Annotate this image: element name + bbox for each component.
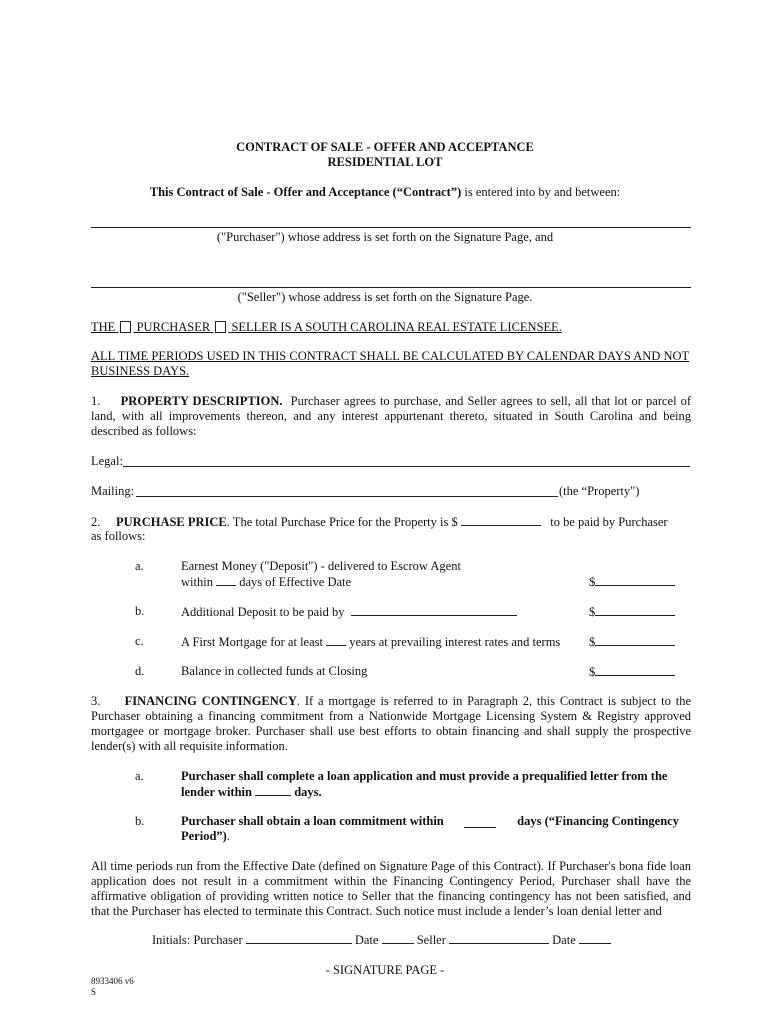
price-item-c-text-post: years at prevailing interest rates and terms — [349, 635, 561, 649]
price-item-d-amount — [589, 664, 679, 680]
price-item-a-line-2 — [181, 574, 351, 590]
seller-initials-blank[interactable] — [449, 932, 549, 944]
price-item-b-label: b. — [135, 604, 145, 618]
intro-rest: is entered into by and between: — [461, 185, 621, 199]
initials-purchaser-label: Initials: Purchaser — [152, 933, 243, 947]
price-item-c-label: c. — [135, 634, 144, 648]
balance-amount-blank[interactable] — [595, 664, 675, 676]
earnest-days-blank[interactable] — [216, 574, 236, 586]
price-item-c-text-pre: A First Mortgage for at least — [181, 635, 323, 649]
price-item-a-dollar: $ — [589, 575, 596, 589]
financing-item-b-line-1 — [181, 814, 679, 829]
purchaser-initials-blank[interactable] — [246, 932, 352, 944]
price-item-c-line — [181, 634, 560, 650]
financing-item-a-line-2 — [181, 784, 322, 800]
initials-seller-label: Seller — [416, 933, 446, 947]
price-item-b-amount — [589, 604, 679, 620]
licensee-seller-text: SELLER IS A SOUTH CAROLINA REAL ESTATE LICENSEE. — [231, 320, 562, 334]
prequal-days-blank[interactable] — [255, 784, 291, 796]
title-line-1: CONTRACT OF SALE - OFFER AND ACCEPTANCE — [236, 140, 534, 154]
financing-item-b-label: b. — [135, 814, 145, 828]
price-item-d-dollar: $ — [589, 665, 596, 679]
financing-item-a-label: a. — [135, 769, 144, 783]
section-1-heading: PROPERTY DESCRIPTION. — [120, 394, 283, 408]
mortgage-years-blank[interactable] — [326, 634, 346, 646]
document-id: 8933406 v6 — [91, 976, 134, 986]
price-item-c-amount — [589, 634, 679, 650]
price-item-b-dollar: $ — [589, 605, 596, 619]
mortgage-amount-blank[interactable] — [595, 634, 675, 646]
purchaser-name-blank[interactable] — [91, 227, 691, 228]
price-item-a-label: a. — [135, 559, 144, 573]
initials-line — [152, 932, 611, 948]
initials-date-1-label: Date — [354, 933, 379, 947]
signature-page-footer: - SIGNATURE PAGE - — [325, 963, 445, 977]
financing-item-a-days: days. — [294, 785, 322, 799]
licensee-line — [91, 320, 562, 335]
price-item-a-days: days of Effective Date — [239, 575, 352, 589]
purchaser-date-blank[interactable] — [382, 932, 414, 944]
price-item-b-line — [181, 604, 517, 620]
financing-item-a-line-1: Purchaser shall complete a loan application and must provide a prequalified letter from the — [181, 769, 668, 783]
financing-item-b-text-post: days (“Financing Contingency — [517, 814, 679, 828]
financing-item-b-period: Period”) — [181, 829, 227, 843]
price-item-c-dollar: $ — [589, 635, 596, 649]
legal-label: Legal: — [91, 454, 123, 468]
price-item-d-label: d. — [135, 664, 145, 678]
financing-item-b-text-pre: Purchaser shall obtain a loan commitment within — [181, 814, 444, 828]
price-item-b-text: Additional Deposit to be paid by — [181, 605, 345, 619]
earnest-amount-blank[interactable] — [595, 574, 675, 586]
seller-line: ("Seller") whose address is set forth on the Signature Page. — [237, 290, 533, 304]
document-letter: S — [91, 987, 97, 997]
section-2-line-2: as follows: — [91, 529, 146, 543]
section-3-heading: FINANCING CONTINGENCY — [124, 694, 297, 708]
title-line-2: RESIDENTIAL LOT — [327, 155, 443, 169]
purchaser-licensee-checkbox[interactable] — [120, 321, 131, 333]
price-item-a-line-1: Earnest Money ("Deposit") - delivered to Escrow Agent — [181, 559, 461, 573]
legal-description-blank[interactable] — [123, 466, 690, 467]
financing-item-b-period-end: . — [226, 829, 230, 843]
additional-deposit-amount-blank[interactable] — [595, 604, 675, 616]
mailing-address-blank[interactable] — [136, 496, 558, 497]
licensee-the: THE — [91, 320, 116, 334]
additional-deposit-payer-blank[interactable] — [351, 604, 517, 616]
licensee-purchaser: PURCHASER — [136, 320, 211, 334]
section-1 — [91, 394, 691, 439]
section-3-text: . If a mortgage is referred to in Paragraph 2, this Contract is subject to the Purchaser obtaining a financing commitment from a Nationwide Mortgage Licensing System & Registry approved mortgagee or mortgage broker. Purchaser shall use best efforts to obtain financing and shall supply the prospective lender(s) with all requisite information. — [91, 694, 692, 753]
section-2-text-b: to be paid by Purchaser — [550, 515, 668, 529]
section-2-line-1 — [91, 514, 668, 530]
section-3 — [91, 694, 691, 754]
time-periods-notice: ALL TIME PERIODS USED IN THIS CONTRACT SHALL BE CALCULATED BY CALENDAR DAYS AND NOT BUSINESS DAYS. — [91, 349, 690, 378]
financing-item-b-line-2 — [181, 829, 230, 844]
mailing-suffix: (the “Property") — [559, 484, 640, 498]
seller-date-blank[interactable] — [579, 932, 611, 944]
section-2-number: 2. — [91, 515, 101, 529]
seller-name-blank[interactable] — [91, 287, 691, 288]
initials-date-2-label: Date — [552, 933, 576, 947]
financing-item-a-lender: lender within — [181, 785, 252, 799]
intro-line — [0, 185, 770, 200]
financing-closing-paragraph: All time periods run from the Effective Date (defined on Signature Page of this Contract). If Purchaser's bona fide loan application does not result in a commitment within the Financing Contingency Period, Purchaser shall have the affirmative obligation of providing written notice to Seller that the financing contingency has not been satisfied, and that the Purchaser has elected to terminate this Contract. Such notice must include a lender’s loan denial letter and — [91, 859, 691, 918]
price-item-a-amount — [589, 574, 679, 590]
price-item-d-line: Balance in collected funds at Closing — [181, 664, 368, 678]
purchaser-line: ("Purchaser") whose address is set forth on the Signature Page, and — [216, 230, 554, 244]
seller-licensee-checkbox[interactable] — [215, 321, 226, 333]
section-1-number: 1. — [91, 394, 101, 408]
commitment-days-blank[interactable] — [464, 816, 496, 828]
purchase-price-blank[interactable] — [461, 514, 541, 526]
section-1-text: Purchaser agrees to purchase, and Seller agrees to sell, all that lot or parcel of land, with all improvements thereon, and any interest appurtenant thereto, situated in South Carolina and being described as follows: — [91, 394, 692, 438]
price-item-a-within: within — [181, 575, 213, 589]
mailing-label: Mailing: — [91, 484, 135, 498]
section-2-heading: PURCHASE PRICE — [116, 515, 227, 529]
section-2-text-a: . The total Purchase Price for the Property is $ — [226, 515, 458, 529]
section-3-number: 3. — [91, 694, 101, 708]
intro-bold: This Contract of Sale - Offer and Acceptance (“Contract”) — [149, 185, 462, 199]
